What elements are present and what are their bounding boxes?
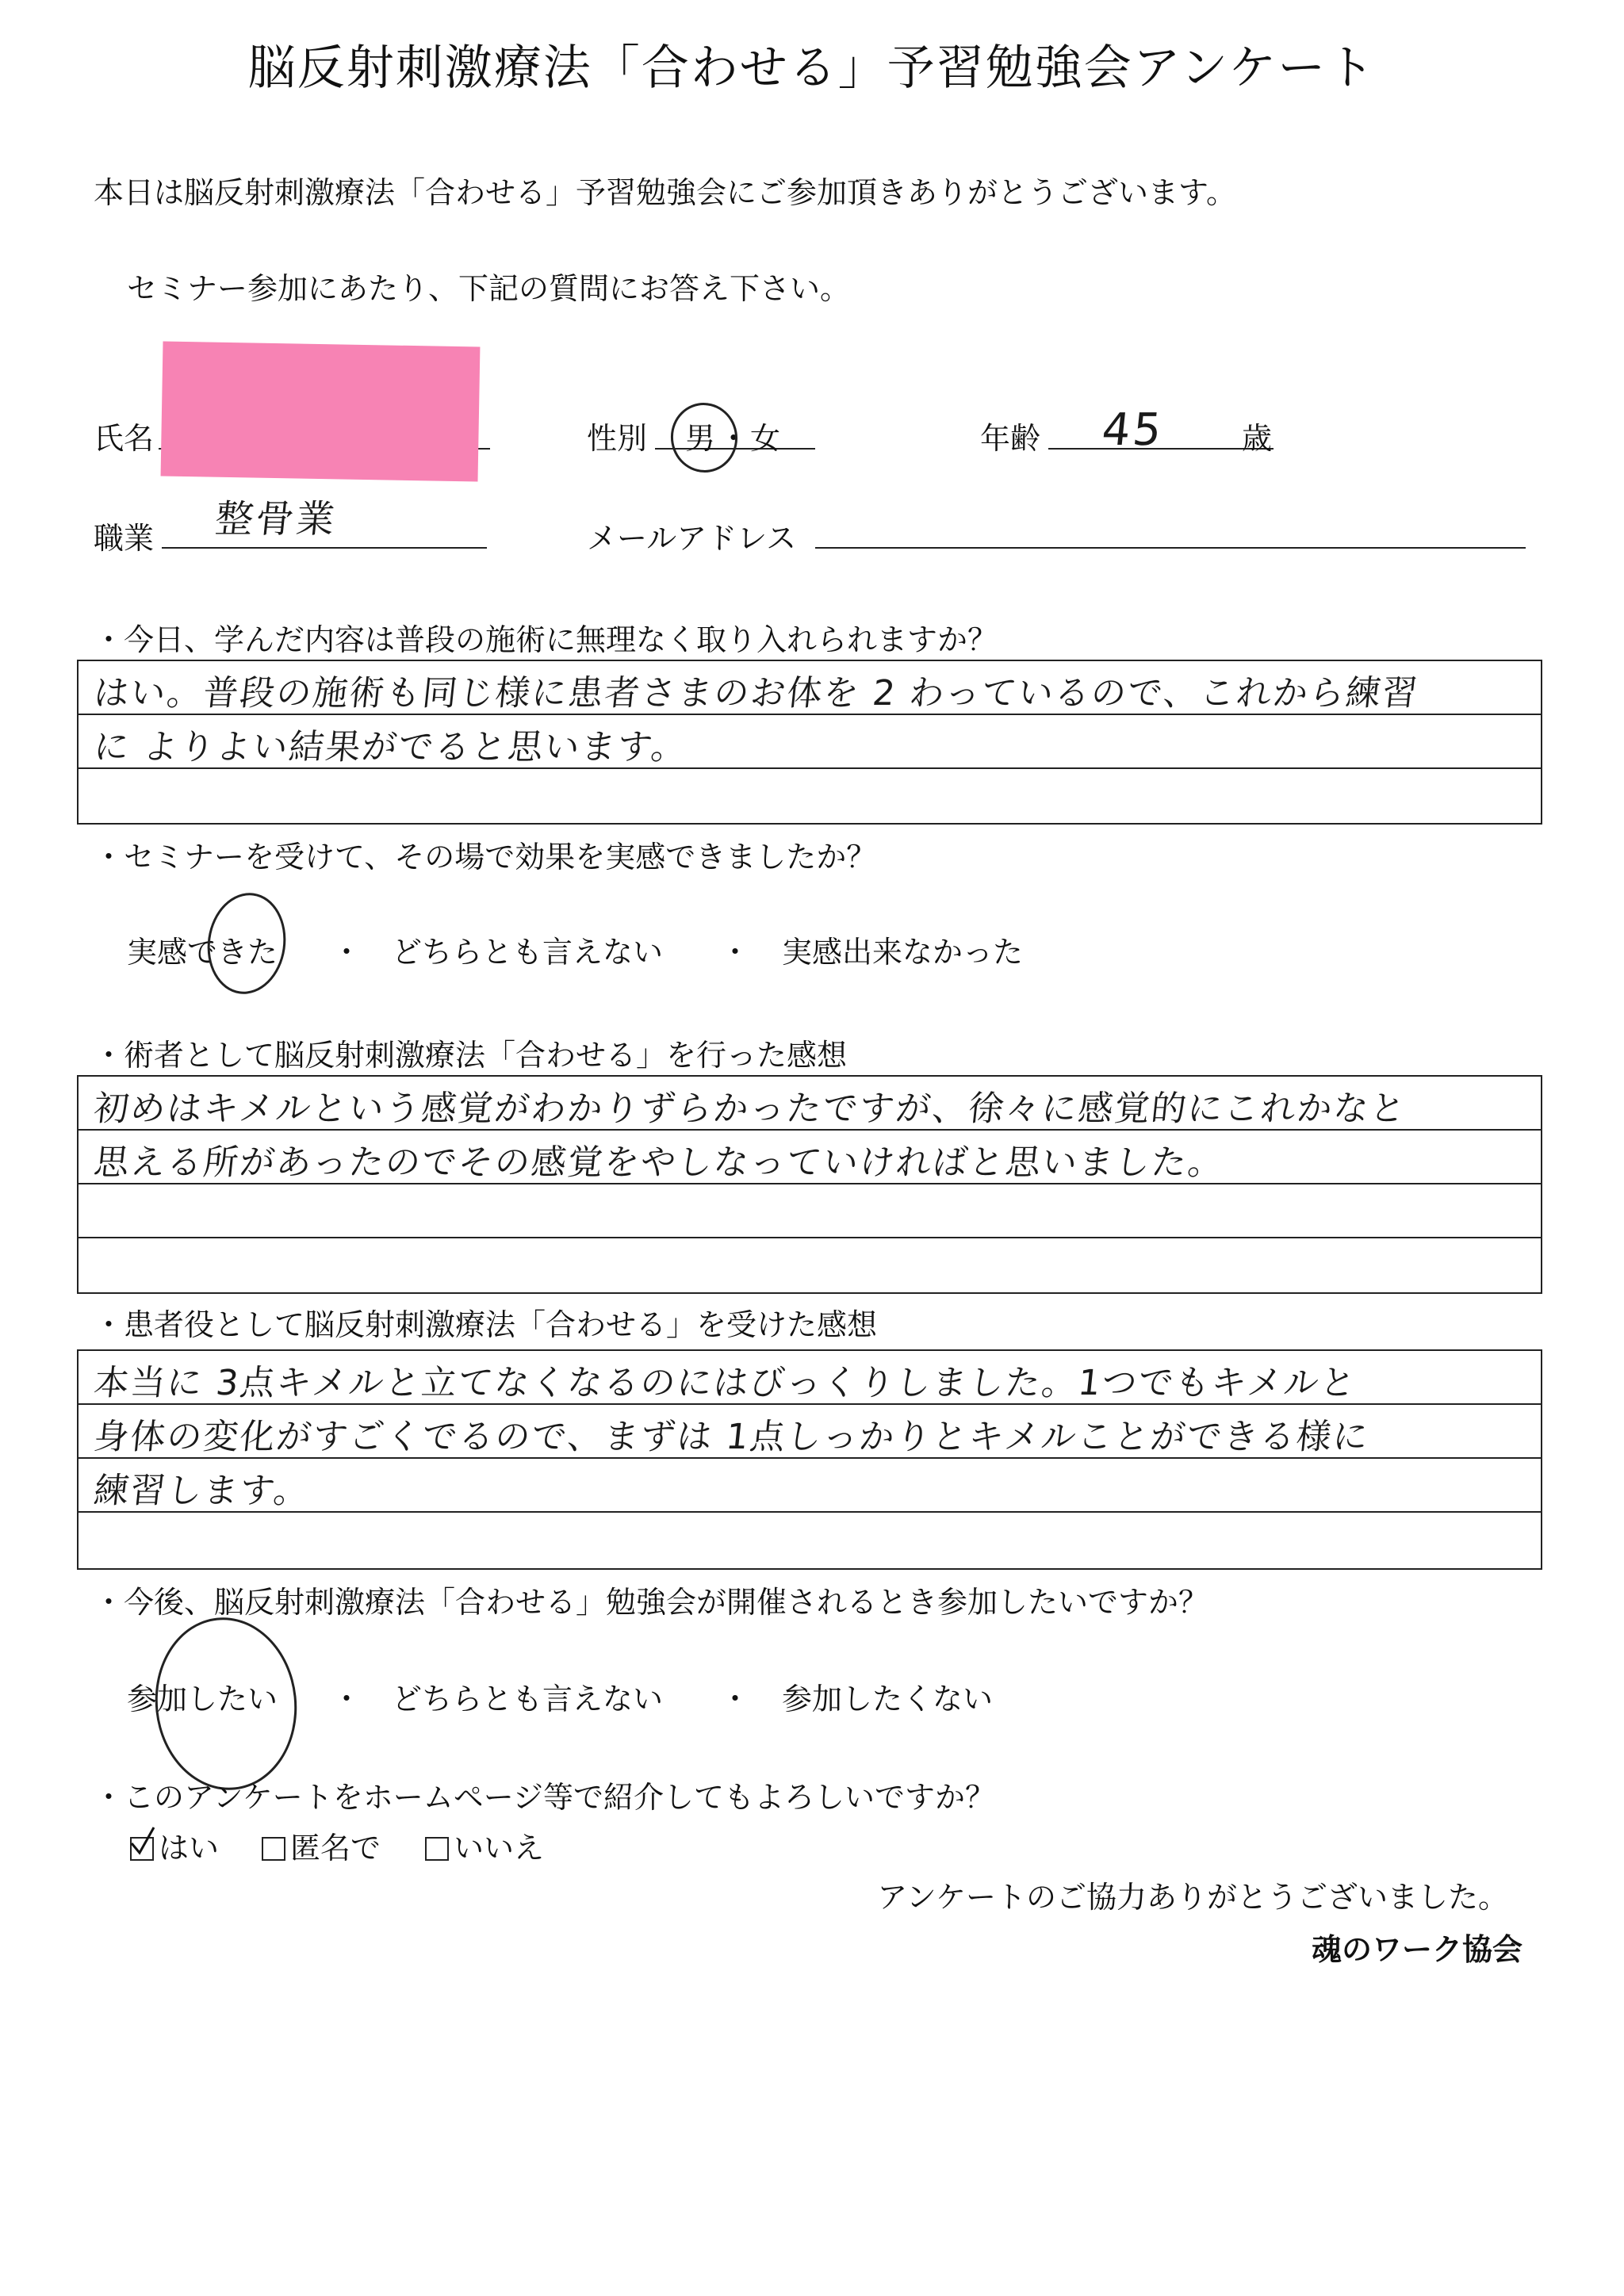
q6-option-yes[interactable] <box>130 1823 219 1867</box>
job-underline <box>162 547 487 549</box>
q5-option-neutral[interactable]: どちらとも言えない <box>392 1682 664 1716</box>
q5-separator-1: ・ <box>331 1682 362 1716</box>
q2-option-not-felt[interactable]: 実感出来なかった <box>782 935 1024 970</box>
q1-answer-line-2: に よりよい結果がでると思います。 <box>91 727 690 767</box>
intro-line-2: セミナー参加にあたり、下記の質問にお答え下さい。 <box>127 271 851 306</box>
survey-title: 脳反射刺激療法「合わせる」予習勉強会アンケート <box>247 40 1377 96</box>
job-label: 職業 <box>94 521 155 556</box>
q1-answer-line-1: はい。普段の施術も同じ様に患者さまのお体を 2 わっているので、これから練習 <box>91 673 1421 714</box>
q5-option-join[interactable]: 参加したい <box>127 1682 278 1716</box>
q3-answer-line-2: 思える所があったのでその感覚をやしなっていければと思いました。 <box>91 1142 1227 1183</box>
footer-thanks: アンケートのご協力ありがとうございました。 <box>877 1880 1508 1915</box>
q2-option-neutral[interactable]: どちらとも言えない <box>392 935 664 970</box>
q2-selected-circle <box>201 888 293 999</box>
age-value[interactable]: 45 <box>1099 404 1166 456</box>
q2-option-felt[interactable]: 実感できた <box>127 935 278 970</box>
question-5: ・今後、脳反射刺激療法「合わせる」勉強会が開催されるとき参加したいですか？ <box>94 1585 1209 1620</box>
check-mark-icon <box>130 1826 157 1858</box>
age-unit: 歳 <box>1242 421 1273 456</box>
q6-anonymous-checkbox[interactable] <box>262 1837 285 1861</box>
question-4: ・患者役として脳反射刺激療法「合わせる」を受けた感想 <box>94 1307 878 1342</box>
gender-separator: ・ <box>718 421 749 456</box>
job-value[interactable]: 整骨業 <box>213 497 339 541</box>
q3-answer-box[interactable] <box>77 1075 1542 1294</box>
gender-option-female[interactable]: 女 <box>750 421 781 456</box>
q6-yes-checkbox[interactable] <box>130 1837 154 1861</box>
email-label: メールアドレス <box>587 521 797 556</box>
q3-rule-3 <box>79 1237 1541 1238</box>
question-6: ・このアンケートをホームページ等で紹介してもよろしいですか？ <box>94 1780 995 1815</box>
name-label: 氏名 <box>94 421 155 456</box>
intro-line-1: 本日は脳反射刺激療法「合わせる」予習勉強会にご参加頂きありがとうございます。 <box>94 175 1236 210</box>
q5-separator-2: ・ <box>720 1682 751 1716</box>
q4-answer-box[interactable] <box>77 1349 1542 1570</box>
q2-separator-1: ・ <box>331 935 362 970</box>
q5-option-not-join[interactable]: 参加したくない <box>782 1682 994 1716</box>
q2-separator-2: ・ <box>720 935 751 970</box>
question-2: ・セミナーを受けて、その場で効果を実感できましたか？ <box>94 840 877 874</box>
gender-label: 性別 <box>587 421 648 456</box>
age-label: 年齢 <box>980 421 1041 456</box>
name-redaction <box>161 342 481 482</box>
q5-selected-circle <box>147 1610 305 1797</box>
footer-organization: 魂のワーク協会 <box>1311 1931 1522 1967</box>
q4-answer-line-3: 練習します。 <box>91 1471 312 1511</box>
q6-option-anonymous[interactable] <box>262 1823 381 1867</box>
gender-option-male[interactable]: 男 <box>685 421 716 456</box>
q6-anonymous-label: 匿名で <box>290 1831 381 1866</box>
q3-answer-line-1: 初めはキメルという感覚がわかりずらかったですが、徐々に感覚的にこれかなと <box>91 1089 1409 1129</box>
email-underline[interactable] <box>815 547 1526 549</box>
q6-option-no[interactable] <box>425 1823 544 1867</box>
question-3: ・術者として脳反射刺激療法「合わせる」を行った感想 <box>94 1038 848 1073</box>
q6-no-checkbox[interactable] <box>425 1837 449 1861</box>
q6-no-label: いいえ <box>454 1831 545 1866</box>
gender-selected-circle <box>665 397 743 477</box>
question-1: ・今日、学んだ内容は普段の施術に無理なく取り入れられますか？ <box>94 622 998 657</box>
q6-yes-label: はい <box>159 1831 220 1866</box>
q4-answer-line-1: 本当に 3点キメルと立てなくなるのにはびっくりしました。1つでもキメルと <box>91 1363 1359 1403</box>
q4-answer-line-2: 身体の変化がすごくでるので、まずは 1点しっかりとキメルことができる様に <box>91 1417 1372 1457</box>
q1-answer-box[interactable] <box>77 660 1542 825</box>
